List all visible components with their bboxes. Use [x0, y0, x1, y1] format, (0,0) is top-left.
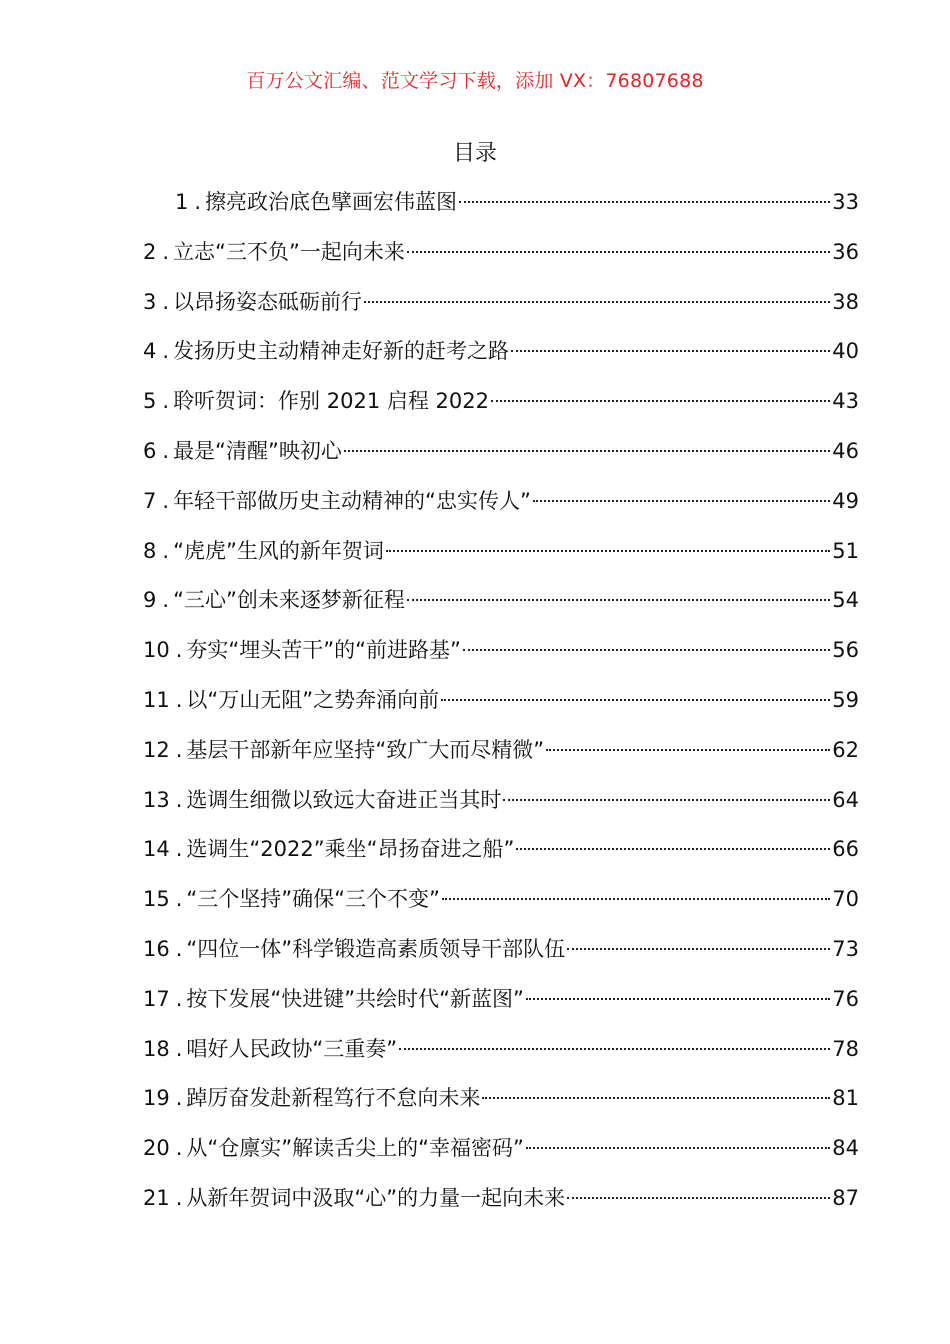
toc-entry-dot-leader [491, 400, 830, 402]
toc-entry-page-number: 64 [832, 787, 859, 812]
toc-entry-title: “虎虎”生风的新年贺词 [173, 538, 384, 563]
toc-entry[interactable] [143, 626, 859, 676]
toc-entry-separator: . [162, 289, 170, 314]
toc-entry-separator: . [175, 936, 183, 961]
toc-entry-title: 踔厉奋发赴新程笃行不怠向未来 [186, 1086, 481, 1111]
toc-entry-page-number: 66 [832, 837, 859, 862]
toc-list [143, 178, 859, 1224]
toc-entry-dot-leader [463, 649, 830, 651]
toc-entry-dot-leader [526, 1147, 830, 1149]
toc-entry-page-number: 76 [832, 986, 859, 1011]
toc-entry-number: 2 [143, 239, 157, 264]
toc-entry-separator: . [175, 887, 183, 912]
toc-entry[interactable] [143, 975, 859, 1025]
toc-entry-separator: . [175, 837, 183, 862]
toc-entry-title: “四位一体”科学锻造高素质领导干部队伍 [186, 936, 566, 961]
toc-entry-dot-leader [386, 550, 830, 552]
toc-entry-title: 立志“三不负”一起向未来 [173, 239, 405, 264]
toc-entry-number: 21 [143, 1185, 170, 1210]
toc-entry-title: “三心”创未来逐梦新征程 [173, 588, 405, 613]
toc-entry-page-number: 40 [832, 339, 859, 364]
toc-entry-separator: . [175, 638, 183, 663]
toc-entry-dot-leader [567, 948, 830, 950]
toc-entry-separator: . [175, 787, 183, 812]
toc-entry[interactable] [143, 278, 859, 328]
toc-entry-dot-leader [344, 450, 830, 452]
toc-entry-dot-leader [407, 251, 830, 253]
toc-entry-dot-leader [364, 301, 830, 303]
toc-entry[interactable] [143, 477, 859, 527]
toc-entry-page-number: 36 [832, 239, 859, 264]
toc-entry[interactable] [143, 676, 859, 726]
toc-entry[interactable] [143, 1074, 859, 1124]
toc-entry-separator: . [175, 1136, 183, 1161]
toc-entry[interactable] [143, 825, 859, 875]
toc-entry-dot-leader [526, 998, 830, 1000]
toc-entry-number: 8 [143, 538, 157, 563]
toc-entry-title: 按下发展“快进键”共绘时代“新蓝图” [186, 986, 524, 1011]
toc-entry-title: 夯实“埋头苦干”的“前进路基” [186, 638, 461, 663]
toc-entry-number: 3 [143, 289, 157, 314]
toc-entry-separator: . [175, 737, 183, 762]
toc-entry-number: 6 [143, 438, 157, 463]
toc-entry-separator: . [194, 190, 202, 214]
toc-entry-page-number: 73 [832, 936, 859, 961]
toc-entry[interactable] [143, 726, 859, 776]
toc-entry[interactable] [143, 875, 859, 925]
toc-entry-title: “三个坚持”确保“三个不变” [186, 887, 440, 912]
toc-entry-title: 选调生细微以致远大奋进正当其时 [186, 787, 502, 812]
toc-entry-number: 10 [143, 638, 170, 663]
toc-entry-title: 年轻干部做历史主动精神的“忠实传人” [173, 488, 531, 513]
toc-entry-page-number: 43 [832, 389, 859, 414]
toc-entry[interactable] [143, 228, 859, 278]
toc-entry-dot-leader [407, 599, 830, 601]
toc-entry-dot-leader [516, 848, 830, 850]
toc-entry-number: 1 [175, 190, 189, 214]
toc-entry-separator: . [175, 986, 183, 1011]
toc-entry-separator: . [162, 538, 170, 563]
toc-entry-page-number: 54 [832, 588, 859, 613]
toc-entry-separator: . [175, 1086, 183, 1111]
toc-entry[interactable] [143, 178, 859, 228]
toc-entry-number: 19 [143, 1086, 170, 1111]
toc-entry[interactable] [143, 427, 859, 477]
toc-entry-page-number: 38 [832, 289, 859, 314]
toc-entry[interactable] [143, 1124, 859, 1174]
toc-entry[interactable] [143, 1174, 859, 1224]
toc-entry-dot-leader [503, 799, 830, 801]
toc-entry-number: 7 [143, 488, 157, 513]
toc-entry-page-number: 70 [832, 887, 859, 912]
toc-entry-dot-leader [459, 201, 830, 203]
toc-entry-separator: . [175, 1185, 183, 1210]
toc-entry-page-number: 46 [832, 438, 859, 463]
toc-entry-title: 从“仓廪实”解读舌尖上的“幸福密码” [186, 1136, 524, 1161]
toc-entry-page-number: 56 [832, 638, 859, 663]
toc-entry-separator: . [162, 239, 170, 264]
toc-entry-number: 11 [143, 687, 170, 712]
toc-entry[interactable] [143, 576, 859, 626]
toc-entry-page-number: 33 [832, 190, 859, 214]
toc-entry-dot-leader [442, 898, 830, 900]
toc-entry-number: 18 [143, 1036, 170, 1061]
toc-entry-page-number: 49 [832, 488, 859, 513]
toc-entry-separator: . [175, 1036, 183, 1061]
toc-entry-separator: . [162, 339, 170, 364]
toc-entry[interactable] [143, 327, 859, 377]
toc-entry-separator: . [162, 438, 170, 463]
header-notice: 百万公文汇编、范文学习下载，添加 VX：76807688 [246, 70, 704, 92]
toc-entry-title: 基层干部新年应坚持“致广大而尽精微” [186, 737, 545, 762]
toc-entry-number: 14 [143, 837, 170, 862]
toc-entry-number: 15 [143, 887, 170, 912]
toc-entry-number: 12 [143, 737, 170, 762]
toc-entry-dot-leader [441, 699, 830, 701]
toc-entry-number: 4 [143, 339, 157, 364]
toc-entry-title: 唱好人民政协“三重奏” [186, 1036, 398, 1061]
toc-entry[interactable] [143, 527, 859, 577]
toc-entry-separator: . [162, 488, 170, 513]
toc-entry-number: 13 [143, 787, 170, 812]
toc-entry-title: 选调生“2022”乘坐“昂扬奋进之船” [186, 837, 515, 862]
toc-entry-number: 9 [143, 588, 157, 613]
toc-entry-title: 发扬历史主动精神走好新的赶考之路 [173, 339, 510, 364]
toc-entry-number: 20 [143, 1136, 170, 1161]
toc-entry-title: 以昂扬姿态砥砺前行 [173, 289, 363, 314]
toc-entry-number: 5 [143, 389, 157, 414]
toc-entry-separator: . [162, 389, 170, 414]
toc-entry-title: 最是“清醒”映初心 [173, 438, 342, 463]
toc-entry-title: 聆听贺词：作别 2021 启程 2022 [173, 389, 489, 414]
toc-entry-separator: . [175, 687, 183, 712]
toc-entry-dot-leader [567, 1197, 830, 1199]
toc-entry-dot-leader [546, 749, 830, 751]
toc-entry-page-number: 78 [832, 1036, 859, 1061]
toc-entry[interactable] [143, 1025, 859, 1075]
toc-entry-dot-leader [482, 1097, 830, 1099]
toc-entry[interactable] [143, 377, 859, 427]
toc-entry-page-number: 81 [832, 1086, 859, 1111]
toc-entry-title: 从新年贺词中汲取“心”的力量一起向未来 [186, 1185, 566, 1210]
toc-entry-page-number: 84 [832, 1136, 859, 1161]
toc-entry-separator: . [162, 588, 170, 613]
toc-entry-number: 16 [143, 936, 170, 961]
toc-entry[interactable] [143, 925, 859, 975]
toc-entry-dot-leader [511, 350, 830, 352]
toc-entry[interactable] [143, 776, 859, 826]
toc-entry-title: 擦亮政治底色擘画宏伟蓝图 [205, 190, 458, 214]
toc-entry-dot-leader [533, 500, 830, 502]
toc-entry-title: 以“万山无阻”之势奔涌向前 [186, 687, 440, 712]
toc-entry-page-number: 59 [832, 687, 859, 712]
toc-entry-page-number: 62 [832, 737, 859, 762]
toc-entry-number: 17 [143, 986, 170, 1011]
toc-entry-dot-leader [399, 1048, 830, 1050]
toc-entry-page-number: 87 [832, 1185, 859, 1210]
toc-entry-page-number: 51 [832, 538, 859, 563]
toc-title: 目录 [452, 141, 497, 166]
